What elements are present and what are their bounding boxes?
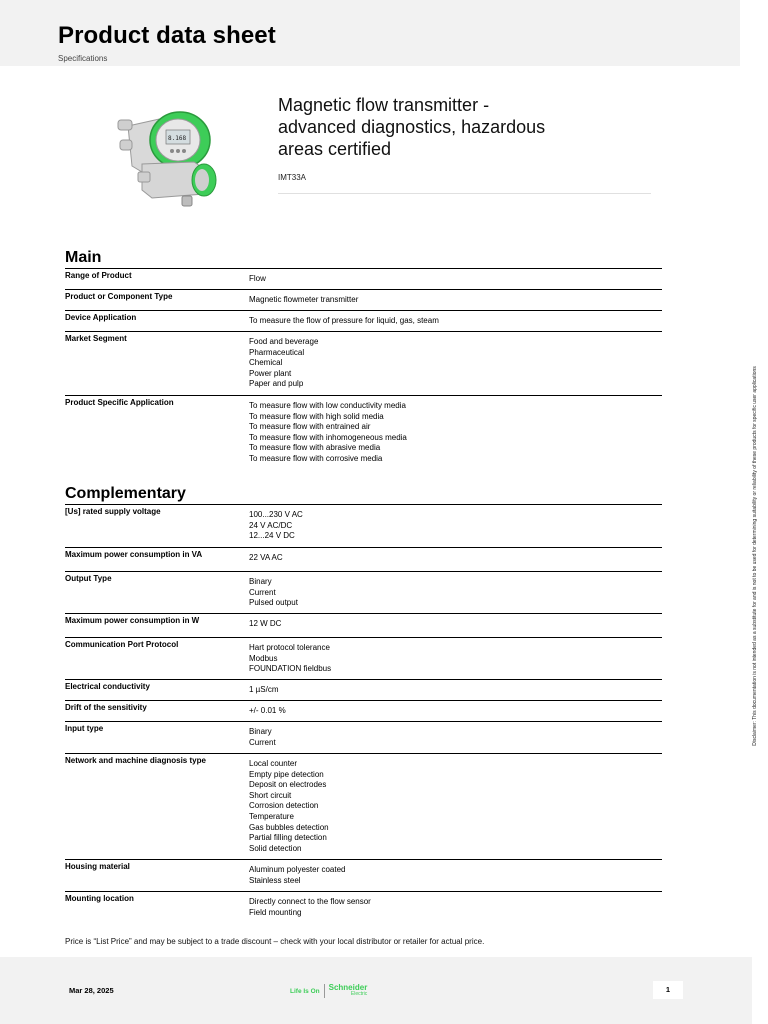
product-title xyxy=(278,94,658,160)
spec-row xyxy=(65,638,662,680)
spec-value: Solid detection xyxy=(249,843,302,853)
spec-value: Pulsed output xyxy=(249,598,298,608)
logo-tagline: Life Is On xyxy=(290,987,320,995)
spec-value: To measure flow with entrained air xyxy=(249,422,371,432)
spec-value: Empty pipe detection xyxy=(249,769,324,779)
spec-values xyxy=(249,701,286,721)
spec-value: 12 W DC xyxy=(249,619,282,628)
spec-values xyxy=(249,614,281,637)
spec-value: To measure flow with corrosive media xyxy=(249,453,383,463)
spec-row xyxy=(65,505,662,548)
spec-label: Product or Component Type xyxy=(65,292,173,301)
main-heading: Main xyxy=(65,249,102,266)
spec-value: Directly connect to the flow sensor xyxy=(249,897,371,906)
spec-value: Gas bubbles detection xyxy=(249,822,329,832)
spec-values xyxy=(249,548,283,571)
complementary-section xyxy=(65,483,662,924)
spec-value: To measure flow with low conductivity media xyxy=(249,401,406,410)
spec-value: Short circuit xyxy=(249,790,292,800)
spec-label: Housing material xyxy=(65,862,130,871)
spec-label: Input type xyxy=(65,724,104,733)
spec-value: Stainless steel xyxy=(249,875,301,885)
spec-value: Partial filling detection xyxy=(249,833,327,843)
spec-values xyxy=(249,638,331,679)
spec-row xyxy=(65,860,662,892)
main-section xyxy=(65,247,662,468)
complementary-heading: Complementary xyxy=(65,485,186,502)
spec-row xyxy=(65,680,662,701)
spec-values xyxy=(249,680,279,700)
spec-value: Field mounting xyxy=(249,907,302,917)
spec-row xyxy=(65,572,662,614)
spec-row xyxy=(65,722,662,754)
spec-values xyxy=(249,290,358,310)
spec-row xyxy=(65,892,662,924)
spec-label: Network and machine diagnosis type xyxy=(65,756,206,765)
logo-brand-sub: Electric xyxy=(350,991,368,997)
spec-values xyxy=(249,332,318,395)
spec-value: 24 V AC/DC xyxy=(249,520,293,530)
spec-value: Temperature xyxy=(249,811,294,821)
spec-label: Electrical conductivity xyxy=(65,682,150,691)
page-number: 1 xyxy=(653,981,683,999)
spec-value: Hart protocol tolerance xyxy=(249,643,330,652)
spec-value: Food and beverage xyxy=(249,337,319,346)
spec-label: Output Type xyxy=(65,574,112,583)
spec-label: Maximum power consumption in VA xyxy=(65,550,203,559)
logo-separator xyxy=(324,984,325,998)
spec-value: 100...230 V AC xyxy=(249,510,303,519)
spec-value: Local counter xyxy=(249,759,298,768)
spec-values xyxy=(249,572,298,613)
page-subtitle: Specifications xyxy=(58,54,108,63)
spec-row xyxy=(65,548,662,572)
spec-row xyxy=(65,290,662,311)
spec-row xyxy=(65,701,662,722)
schneider-logo[interactable] xyxy=(290,984,367,998)
spec-row xyxy=(65,396,662,468)
footer-date: Mar 28, 2025 xyxy=(69,986,114,995)
product-title-line: Magnetic flow transmitter - xyxy=(278,95,490,115)
spec-value: Pharmaceutical xyxy=(249,347,305,357)
spec-value: Binary xyxy=(249,727,272,736)
spec-row xyxy=(65,269,662,290)
spec-value: 12...24 V DC xyxy=(249,531,295,541)
spec-values xyxy=(249,269,266,289)
spec-label: Communication Port Protocol xyxy=(65,640,179,649)
spec-row xyxy=(65,311,662,332)
spec-value: To measure flow with abrasive media xyxy=(249,443,381,453)
spec-value: 22 VA AC xyxy=(249,553,283,562)
spec-label: Range of Product xyxy=(65,271,132,280)
spec-value: Deposit on electrodes xyxy=(249,780,327,790)
spec-label: Mounting location xyxy=(65,894,134,903)
spec-value: Corrosion detection xyxy=(249,801,319,811)
spec-label: Market Segment xyxy=(65,334,127,343)
price-note: Price is “List Price” and may be subject to a trade discount – check with your local distributor or retailer for actual price. xyxy=(65,937,485,946)
spec-value: Aluminum polyester coated xyxy=(249,865,346,874)
product-title-line: advanced diagnostics, hazardous xyxy=(278,117,546,137)
spec-value: Power plant xyxy=(249,368,292,378)
spec-value: To measure flow with inhomogeneous media xyxy=(249,432,407,442)
spec-values xyxy=(249,311,439,331)
product-image xyxy=(112,106,222,216)
spec-values xyxy=(249,396,407,468)
product-reference: IMT33A xyxy=(278,173,307,182)
spec-value: To measure flow with high solid media xyxy=(249,411,384,421)
spec-row xyxy=(65,614,662,638)
spec-values xyxy=(249,505,303,547)
spec-label: Maximum power consumption in W xyxy=(65,616,200,625)
spec-values xyxy=(249,892,371,924)
spec-label: Device Application xyxy=(65,313,137,322)
spec-value: Paper and pulp xyxy=(249,379,304,389)
spec-label: [Us] rated supply voltage xyxy=(65,507,161,516)
spec-values xyxy=(249,860,346,891)
complementary-table xyxy=(65,504,662,924)
spec-value: Modbus xyxy=(249,653,278,663)
spec-values xyxy=(249,754,329,859)
spec-value: Flow xyxy=(249,274,266,283)
spec-value: Magnetic flowmeter transmitter xyxy=(249,295,359,304)
disclaimer-text: Disclaimer: This documentation is not intended as a substitute for and is not to be used for determining suitability or reliability of these products for specific user applications xyxy=(752,366,758,746)
spec-value: Binary xyxy=(249,577,272,586)
logo-brand-name: Schneider xyxy=(328,983,368,992)
page-title: Product data sheet xyxy=(58,22,276,49)
spec-label: Product Specific Application xyxy=(65,398,174,407)
divider xyxy=(278,193,651,194)
spec-value: To measure the flow of pressure for liquid, gas, steam xyxy=(249,316,439,325)
spec-value: 1 µS/cm xyxy=(249,685,279,694)
spec-value: Current xyxy=(249,737,276,747)
product-title-line: areas certified xyxy=(278,139,392,159)
spec-row xyxy=(65,754,662,860)
spec-value: Chemical xyxy=(249,358,283,368)
spec-value: +/- 0.01 % xyxy=(249,706,286,715)
spec-label: Drift of the sensitivity xyxy=(65,703,147,712)
logo-brand xyxy=(329,984,368,998)
spec-row xyxy=(65,332,662,396)
main-table xyxy=(65,268,662,468)
display-readout: 8.168 xyxy=(168,135,187,142)
spec-value: Current xyxy=(249,587,276,597)
spec-values xyxy=(249,722,276,753)
spec-value: FOUNDATION fieldbus xyxy=(249,664,332,674)
